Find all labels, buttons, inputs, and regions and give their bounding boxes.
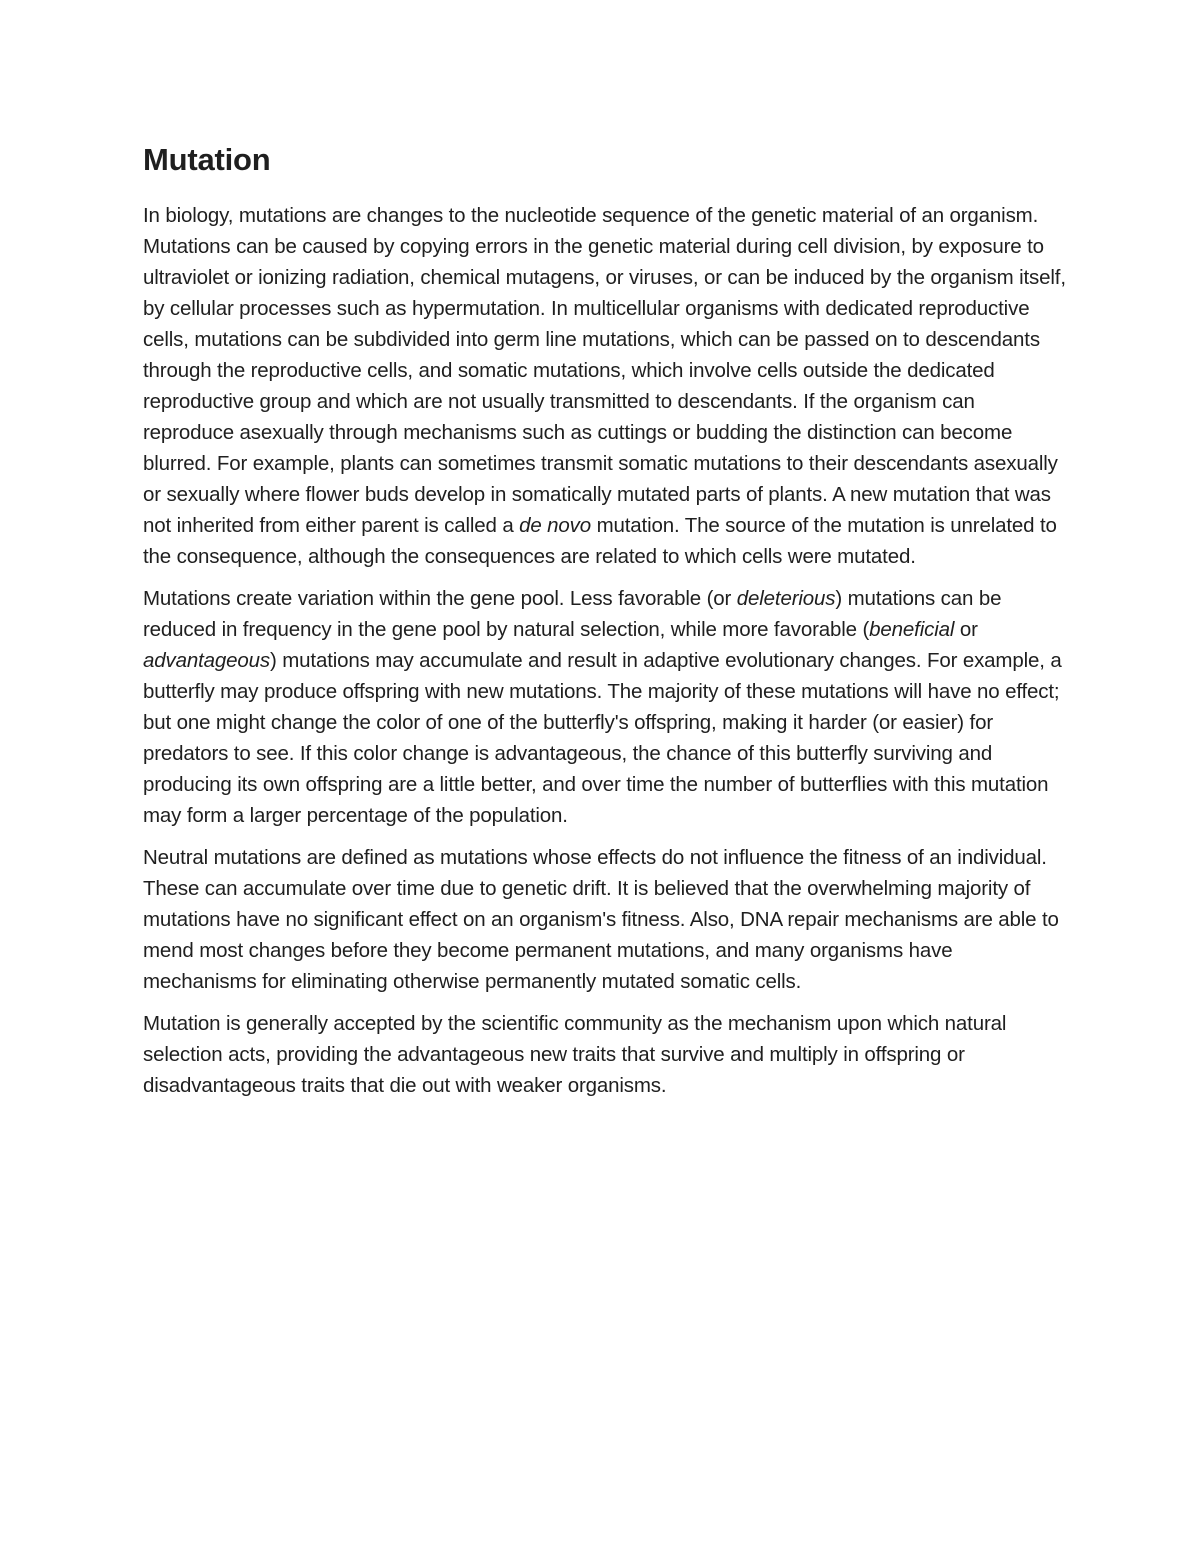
paragraph-text: ) mutations may accumulate and result in adaptive evolutionary changes. For example, a butterfly may produce offspring with new mutations. The majority of these mutations will have no effect; but one might change the color of one of the butterfly's offspring, making it harder (or easier) for predators to see. If this color change is advantageous, the chance of this butterfly surviving and producing its own offspring are a little better, and over time the number of butterflies with this mutation may form a larger percentage of the population. — [143, 649, 1062, 827]
paragraph-4 — [143, 1008, 1068, 1101]
italic-term-de-novo: de novo — [519, 514, 592, 537]
paragraph-text: Neutral mutations are defined as mutations whose effects do not influence the fitness of an individual. These can accumulate over time due to genetic drift. It is believed that the overwhelming majority of mutations have no significant effect on an organism's fitness. Also, DNA repair mechanisms are able to mend most changes before they become permanent mutations, and many organisms have mechanisms for eliminating otherwise permanently mutated somatic cells. — [143, 846, 1059, 993]
page-title: Mutation — [143, 142, 271, 177]
italic-term-advantageous: advantageous — [143, 649, 271, 672]
paragraph-text: mutation. The source of the mutation is unrelated to the consequence, although the consequences are related to which cells were mutated. — [143, 514, 1057, 568]
italic-term-beneficial: beneficial — [869, 618, 955, 641]
paragraph-text: ) mutations can be reduced in frequency in the gene pool by natural selection, while more favorable ( — [143, 587, 1002, 641]
paragraph-1 — [143, 200, 1068, 572]
italic-term-deleterious: deleterious — [736, 587, 836, 610]
paragraph-2 — [143, 583, 1068, 831]
paragraph-text: Mutations create variation within the gene pool. Less favorable (or — [143, 587, 737, 610]
paragraph-3 — [143, 842, 1068, 997]
paragraph-text: In biology, mutations are changes to the nucleotide sequence of the genetic material of an organism. Mutations can be caused by copying errors in the genetic material during cell division, by exposure to ultraviolet or ionizing radiation, chemical mutagens, or viruses, or can be induced by the organism itself, by cellular processes such as hypermutation. In multicellular organisms with dedicated reproductive cells, mutations can be subdivided into germ line mutations, which can be passed on to descendants through the reproductive cells, and somatic mutations, which involve cells outside the dedicated reproductive group and which are not usually transmitted to descendants. If the organism can reproduce asexually through mechanisms such as cuttings or budding the distinction can become blurred. For example, plants can sometimes transmit somatic mutations to their descendants asexually or sexually where flower buds develop in somatically mutated parts of plants. A new mutation that was not inherited from either parent is called a — [143, 204, 1066, 537]
paragraph-text: or — [954, 618, 978, 641]
paragraph-text: Mutation is generally accepted by the scientific community as the mechanism upon which natural selection acts, providing the advantageous new traits that survive and multiply in offspring or disadvantageous traits that die out with weaker organisms. — [143, 1012, 1007, 1097]
document-page — [143, 140, 1068, 1112]
